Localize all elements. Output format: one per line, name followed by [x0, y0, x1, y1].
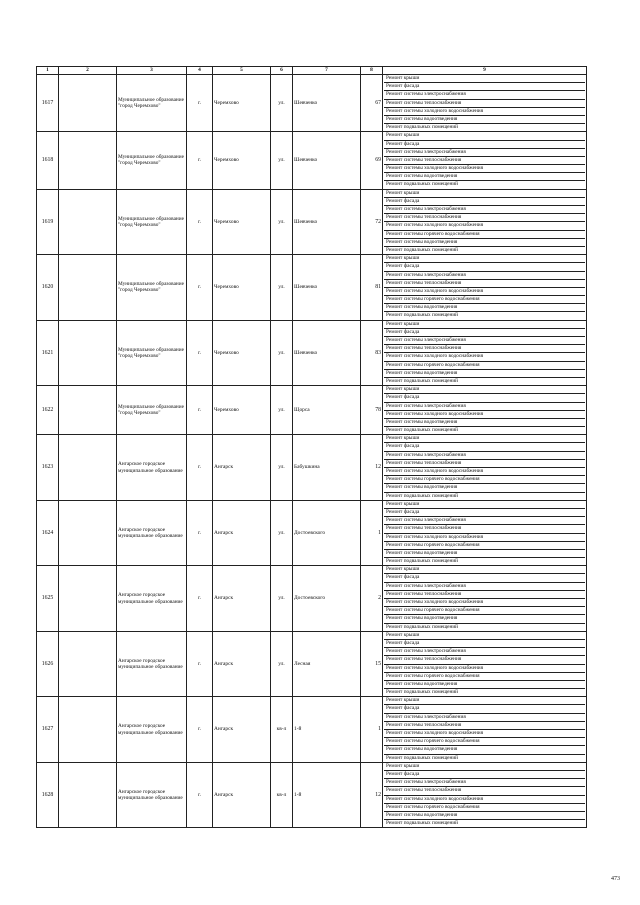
street-type-cell: ул. [271, 631, 293, 697]
settlement-type-cell: г. [187, 320, 213, 386]
work-item: Ремонт системы холодного водоснабжения [384, 665, 585, 673]
header-cell: 6 [271, 67, 293, 75]
settlement-cell: Черемхово [213, 320, 271, 386]
row-number: 1620 [37, 255, 59, 321]
settlement-type-cell: г. [187, 697, 213, 763]
work-item: Ремонт системы горячего водоснабжения [384, 362, 585, 370]
work-item: Ремонт фасада [384, 394, 585, 402]
work-item: Ремонт крыши [384, 501, 585, 509]
house-number-cell: 12 [361, 762, 383, 828]
municipality-cell: Ангарское городское муниципальное образование [117, 566, 187, 632]
municipality-cell: Ангарское городское муниципальное образование [117, 631, 187, 697]
row-number: 1628 [37, 762, 59, 828]
row-number: 1624 [37, 500, 59, 566]
work-item: Ремонт системы теплоснабжения [384, 787, 585, 795]
works-cell [383, 762, 587, 828]
work-item: Ремонт системы электроснабжения [384, 583, 585, 591]
work-item: Ремонт крыши [384, 132, 585, 140]
street-type-cell: ул. [271, 75, 293, 132]
works-list [384, 132, 585, 188]
row-number: 1625 [37, 566, 59, 632]
header-cell: 1 [37, 67, 59, 75]
settlement-type-cell: г. [187, 500, 213, 566]
table-row [37, 435, 587, 501]
street-cell: 1-й [293, 762, 361, 828]
table-row [37, 697, 587, 763]
work-item: Ремонт системы холодного водоснабжения [384, 353, 585, 361]
work-item: Ремонт системы теплоснабжения [384, 280, 585, 288]
work-item: Ремонт подвальных помещений [386, 246, 458, 253]
empty-cell [59, 386, 117, 435]
work-item: Ремонт крыши [384, 697, 585, 705]
header-cell: 2 [59, 67, 117, 75]
row-number: 1618 [37, 132, 59, 189]
street-type-cell: кв-л [271, 697, 293, 763]
work-item: Ремонт системы теплоснабжения [384, 591, 585, 599]
work-item: Ремонт системы электроснабжения [384, 91, 585, 99]
work-item: Ремонт подвальных помещений [386, 124, 458, 131]
works-cell [383, 75, 587, 132]
works-cell [383, 255, 587, 321]
works-cell [383, 435, 587, 501]
work-item: Ремонт системы теплоснабжения [384, 157, 585, 165]
settlement-cell: Ангарск [213, 762, 271, 828]
house-number-cell: 83 [361, 320, 383, 386]
work-item: Ремонт системы горячего водоснабжения [384, 607, 585, 615]
municipality-cell: Ангарское городское муниципальное образование [117, 500, 187, 566]
work-item: Ремонт крыши [384, 190, 585, 198]
municipality-cell: Ангарское городское муниципальное образование [117, 435, 187, 501]
settlement-cell: Черемхово [213, 189, 271, 255]
work-item: Ремонт подвальных помещений [386, 689, 458, 696]
row-number: 1626 [37, 631, 59, 697]
settlement-cell: Черемхово [213, 75, 271, 132]
settlement-type-cell: г. [187, 566, 213, 632]
settlement-cell: Черемхово [213, 132, 271, 189]
works-list [384, 566, 585, 631]
work-item: Ремонт фасада [384, 771, 585, 779]
settlement-cell: Ангарск [213, 697, 271, 763]
empty-cell [59, 189, 117, 255]
work-item: Ремонт подвальных помещений [386, 820, 458, 827]
works-list [384, 321, 585, 386]
work-item: Ремонт системы электроснабжения [384, 337, 585, 345]
works-cell [383, 386, 587, 435]
work-item: Ремонт крыши [384, 255, 585, 263]
work-item: Ремонт системы холодного водоснабжения [384, 730, 585, 738]
empty-cell [59, 320, 117, 386]
work-item: Ремонт фасада [384, 640, 585, 648]
house-number-cell: 12 [361, 435, 383, 501]
house-number-cell: 2 [361, 566, 383, 632]
settlement-type-cell: г. [187, 435, 213, 501]
row-number: 1619 [37, 189, 59, 255]
work-item: Ремонт системы горячего водоснабжения [384, 296, 585, 304]
works-cell [383, 566, 587, 632]
table-row [37, 189, 587, 255]
empty-cell [59, 762, 117, 828]
settlement-type-cell: г. [187, 762, 213, 828]
table-row [37, 75, 587, 132]
work-item: Ремонт системы теплоснабжения [384, 345, 585, 353]
works-list [384, 190, 585, 255]
work-item: Ремонт системы теплоснабжения [384, 460, 585, 468]
municipality-cell: Муниципальное образование "город Черемхово" [117, 320, 187, 386]
table-row [37, 132, 587, 189]
header-cell: 8 [361, 67, 383, 75]
work-item: Ремонт системы горячего водоснабжения [384, 673, 585, 681]
street-cell: Достоевского [293, 500, 361, 566]
house-number-cell: 15 [361, 631, 383, 697]
work-item: Ремонт фасада [384, 574, 585, 582]
work-item: Ремонт системы электроснабжения [384, 206, 585, 214]
street-cell: Лесная [293, 631, 361, 697]
empty-cell [59, 566, 117, 632]
work-item: Ремонт фасада [384, 263, 585, 271]
work-item: Ремонт системы холодного водоснабжения [384, 534, 585, 542]
street-cell: Шевченко [293, 255, 361, 321]
settlement-type-cell: г. [187, 189, 213, 255]
street-type-cell: ул. [271, 132, 293, 189]
work-item: Ремонт системы электроснабжения [384, 149, 585, 157]
work-item: Ремонт системы горячего водоснабжения [384, 804, 585, 812]
header-cell: 9 [383, 67, 587, 75]
works-cell [383, 132, 587, 189]
work-item: Ремонт системы водоотведения [384, 419, 585, 427]
work-item: Ремонт системы водоотведения [384, 615, 585, 623]
works-cell [383, 189, 587, 255]
street-cell: Шевченко [293, 75, 361, 132]
table-row [37, 500, 587, 566]
municipality-cell: Муниципальное образование "город Черемхово" [117, 132, 187, 189]
street-cell: Достоевского [293, 566, 361, 632]
settlement-cell: Черемхово [213, 386, 271, 435]
work-item: Ремонт крыши [384, 435, 585, 443]
work-item: Ремонт системы холодного водоснабжения [384, 796, 585, 804]
work-item: Ремонт системы теплоснабжения [384, 656, 585, 664]
work-item: Ремонт подвальных помещений [386, 427, 458, 434]
street-cell: Щорса [293, 386, 361, 435]
street-type-cell: ул. [271, 500, 293, 566]
table-row [37, 566, 587, 632]
works-cell [383, 631, 587, 697]
work-item: Ремонт системы электроснабжения [384, 452, 585, 460]
works-cell [383, 697, 587, 763]
settlement-type-cell: г. [187, 631, 213, 697]
street-cell: Бабушкина [293, 435, 361, 501]
work-item: Ремонт системы водоотведения [384, 173, 585, 181]
street-type-cell: ул. [271, 386, 293, 435]
header-cell: 7 [293, 67, 361, 75]
settlement-type-cell: г. [187, 386, 213, 435]
row-number: 1622 [37, 386, 59, 435]
work-item: Ремонт системы горячего водоснабжения [384, 476, 585, 484]
work-item: Ремонт фасада [384, 705, 585, 713]
work-item: Ремонт фасада [384, 329, 585, 337]
table-row [37, 255, 587, 321]
street-cell: Шевченко [293, 189, 361, 255]
work-item: Ремонт системы горячего водоснабжения [384, 542, 585, 550]
row-number: 1617 [37, 75, 59, 132]
house-number-cell: 1 [361, 500, 383, 566]
works-list [384, 255, 585, 320]
works-list [384, 386, 585, 434]
work-item: Ремонт системы холодного водоснабжения [384, 222, 585, 230]
header-cell: 5 [213, 67, 271, 75]
settlement-cell: Ангарск [213, 566, 271, 632]
settlement-cell: Ангарск [213, 435, 271, 501]
house-number-cell: 72 [361, 189, 383, 255]
works-list [384, 763, 585, 828]
settlement-cell: Ангарск [213, 500, 271, 566]
page-number: 473 [611, 876, 620, 882]
work-item: Ремонт подвальных помещений [386, 754, 458, 761]
work-item: Ремонт системы водоотведения [384, 116, 585, 124]
work-item: Ремонт крыши [384, 321, 585, 329]
work-item: Ремонт крыши [384, 566, 585, 574]
work-item: Ремонт подвальных помещений [386, 312, 458, 319]
work-item: Ремонт системы электроснабжения [384, 779, 585, 787]
street-type-cell: ул. [271, 566, 293, 632]
house-number-cell: 67 [361, 75, 383, 132]
house-number-cell: 69 [361, 132, 383, 189]
works-list [384, 75, 585, 131]
work-item: Ремонт системы водоотведения [384, 370, 585, 378]
table-row [37, 386, 587, 435]
settlement-type-cell: г. [187, 75, 213, 132]
empty-cell [59, 75, 117, 132]
work-item: Ремонт системы теплоснабжения [384, 722, 585, 730]
work-item: Ремонт системы водоотведения [384, 550, 585, 558]
row-number: 1621 [37, 320, 59, 386]
table-body [37, 75, 587, 828]
municipality-cell: Муниципальное образование "город Черемхово" [117, 386, 187, 435]
work-item: Ремонт крыши [384, 632, 585, 640]
header-cell: 4 [187, 67, 213, 75]
work-item: Ремонт системы холодного водоснабжения [384, 108, 585, 116]
street-cell: Шевченко [293, 132, 361, 189]
header-row [37, 67, 587, 75]
municipality-cell: Муниципальное образование "город Черемхово" [117, 75, 187, 132]
work-item: Ремонт системы холодного водоснабжения [384, 165, 585, 173]
work-item: Ремонт системы теплоснабжения [384, 525, 585, 533]
work-item: Ремонт системы электроснабжения [384, 648, 585, 656]
work-item: Ремонт подвальных помещений [386, 558, 458, 565]
work-item: Ремонт системы водоотведения [384, 304, 585, 312]
empty-cell [59, 132, 117, 189]
work-item: Ремонт системы водоотведения [384, 681, 585, 689]
work-item: Ремонт крыши [384, 386, 585, 394]
work-item: Ремонт системы водоотведения [384, 484, 585, 492]
work-item: Ремонт фасада [384, 198, 585, 206]
work-item: Ремонт фасада [384, 509, 585, 517]
work-item: Ремонт системы теплоснабжения [384, 100, 585, 108]
work-item: Ремонт системы водоотведения [384, 812, 585, 820]
municipality-cell: Муниципальное образование "город Черемхово" [117, 189, 187, 255]
house-number-cell: 78 [361, 386, 383, 435]
work-item: Ремонт системы водоотведения [384, 239, 585, 247]
empty-cell [59, 697, 117, 763]
empty-cell [59, 631, 117, 697]
work-item: Ремонт подвальных помещений [386, 377, 458, 384]
row-number: 1627 [37, 697, 59, 763]
table-row [37, 762, 587, 828]
work-item: Ремонт системы электроснабжения [384, 403, 585, 411]
house-number-cell: 81 [361, 255, 383, 321]
work-item: Ремонт системы холодного водоснабжения [384, 599, 585, 607]
work-item: Ремонт системы холодного водоснабжения [384, 411, 585, 419]
municipality-cell: Муниципальное образование "город Черемхово" [117, 255, 187, 321]
work-item: Ремонт подвальных помещений [386, 623, 458, 630]
header-cell: 3 [117, 67, 187, 75]
table-row [37, 320, 587, 386]
work-item: Ремонт системы теплоснабжения [384, 214, 585, 222]
empty-cell [59, 255, 117, 321]
work-item: Ремонт фасада [384, 141, 585, 149]
street-type-cell: ул. [271, 435, 293, 501]
works-list [384, 697, 585, 762]
housing-repair-table [36, 66, 587, 828]
works-list [384, 632, 585, 697]
house-number-cell: 1 [361, 697, 383, 763]
empty-cell [59, 435, 117, 501]
settlement-type-cell: г. [187, 255, 213, 321]
work-item: Ремонт подвальных помещений [386, 181, 458, 188]
work-item: Ремонт системы водоотведения [384, 746, 585, 754]
work-item: Ремонт крыши [384, 763, 585, 771]
work-item: Ремонт системы холодного водоснабжения [384, 288, 585, 296]
street-cell: 1-й [293, 697, 361, 763]
works-cell [383, 320, 587, 386]
row-number: 1623 [37, 435, 59, 501]
table-row [37, 631, 587, 697]
street-type-cell: ул. [271, 255, 293, 321]
street-cell: Шевченко [293, 320, 361, 386]
work-item: Ремонт фасада [384, 443, 585, 451]
works-list [384, 501, 585, 566]
work-item: Ремонт системы холодного водоснабжения [384, 468, 585, 476]
settlement-cell: Черемхово [213, 255, 271, 321]
work-item: Ремонт системы горячего водоснабжения [384, 738, 585, 746]
works-cell [383, 500, 587, 566]
street-type-cell: кв-л [271, 762, 293, 828]
empty-cell [59, 500, 117, 566]
municipality-cell: Ангарское городское муниципальное образование [117, 697, 187, 763]
work-item: Ремонт системы электроснабжения [384, 517, 585, 525]
work-item: Ремонт системы горячего водоснабжения [384, 231, 585, 239]
municipality-cell: Ангарское городское муниципальное образование [117, 762, 187, 828]
settlement-cell: Ангарск [213, 631, 271, 697]
work-item: Ремонт подвальных помещений [386, 492, 458, 499]
work-item: Ремонт системы электроснабжения [384, 272, 585, 280]
works-list [384, 435, 585, 500]
street-type-cell: ул. [271, 320, 293, 386]
street-type-cell: ул. [271, 189, 293, 255]
work-item: Ремонт крыши [384, 75, 585, 83]
settlement-type-cell: г. [187, 132, 213, 189]
work-item: Ремонт системы электроснабжения [384, 714, 585, 722]
work-item: Ремонт фасада [384, 83, 585, 91]
